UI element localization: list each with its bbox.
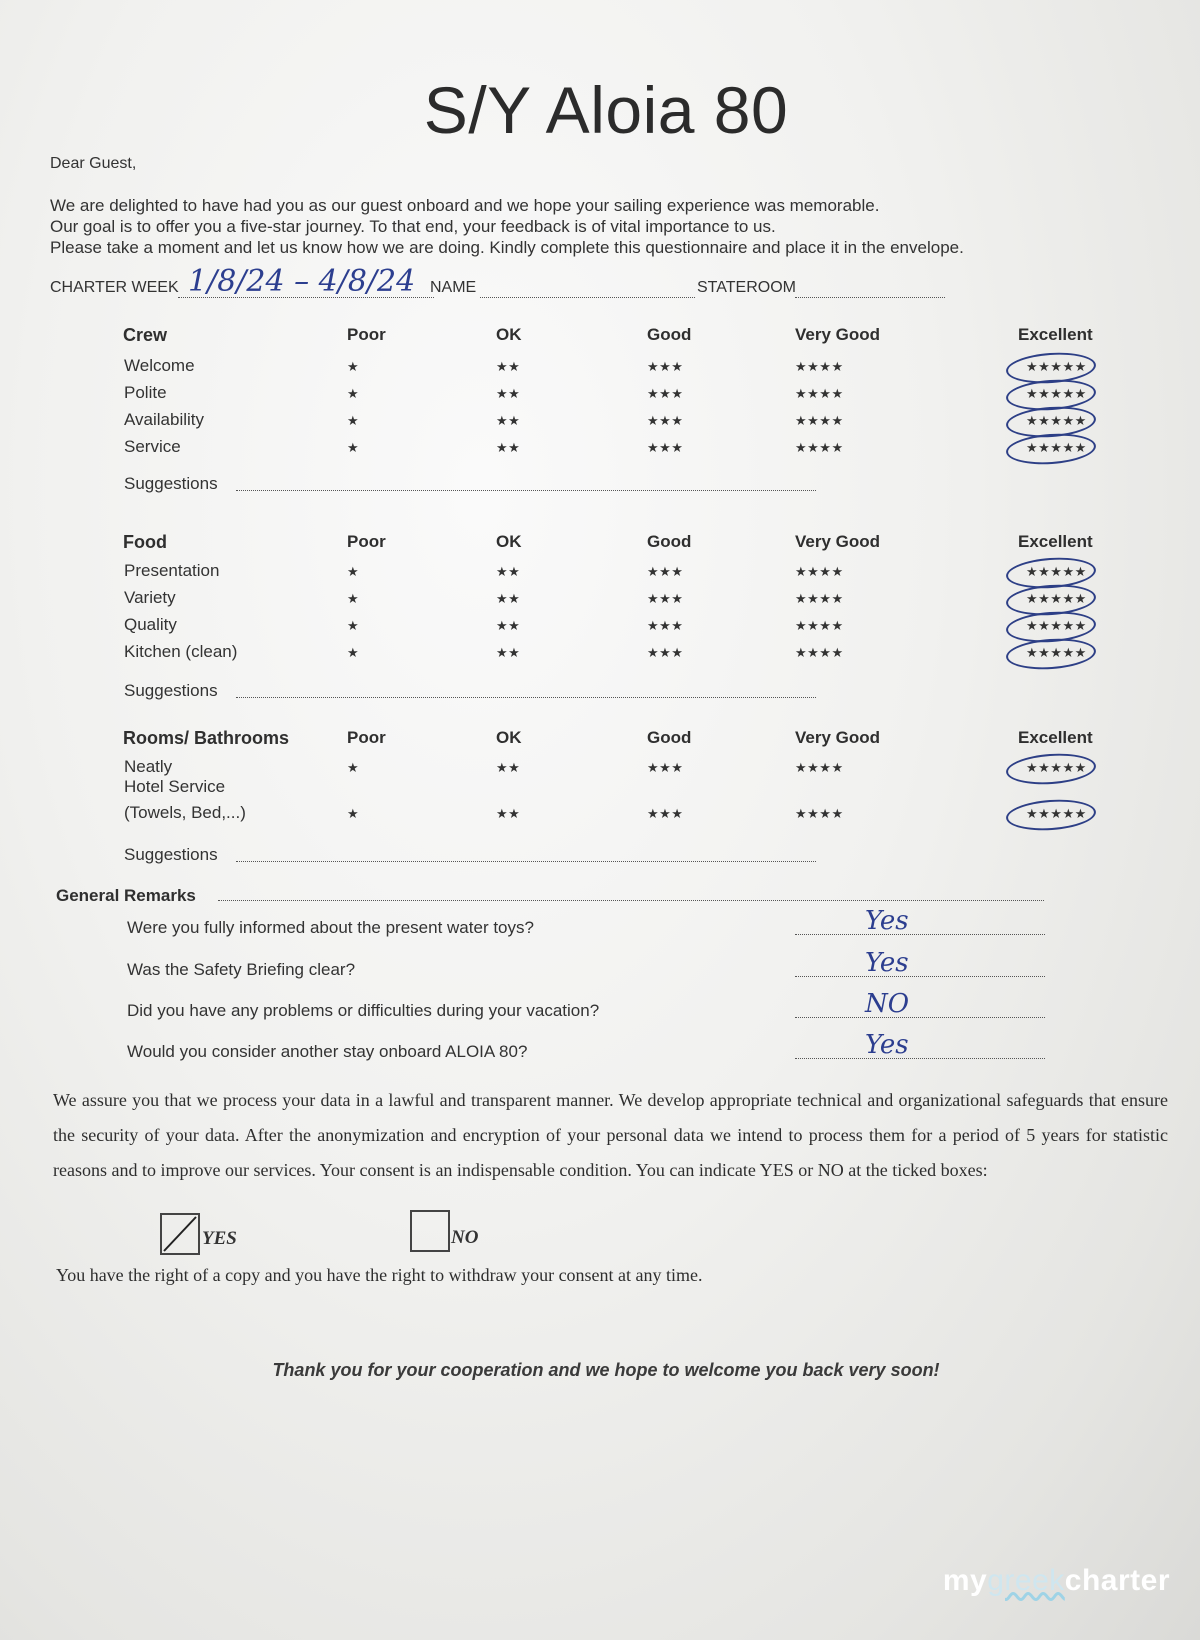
rating-option[interactable]: ★★★★★ [1026,564,1087,579]
column-header: Poor [347,532,386,551]
column-header: OK [496,728,522,747]
handwritten-answer: Yes [865,1030,909,1060]
rating-option[interactable]: ★ [347,564,360,579]
rating-item-label: Kitchen (clean) [124,642,238,661]
column-header: Good [647,325,692,344]
suggestions-field[interactable] [236,490,816,491]
logo-part: greek [987,1564,1065,1597]
column-header: Excellent [1018,325,1093,344]
rating-item-label: Availability [124,410,205,429]
suggestions-label: Suggestions [124,474,218,493]
general-remarks-label: General Remarks [56,886,196,905]
answer-line[interactable] [795,934,1045,935]
answer-line[interactable] [795,976,1045,977]
answer-line[interactable] [795,1017,1045,1018]
consent-no-checkbox[interactable] [410,1210,450,1252]
rating-option[interactable]: ★★★ [647,386,684,401]
stateroom-label: STATEROOM [697,279,796,296]
rating-item-label: Presentation [124,561,220,580]
rating-option[interactable]: ★ [347,359,360,374]
rating-item-label: Service [124,437,181,456]
rating-option[interactable]: ★★★★★ [1026,386,1087,401]
suggestions-label: Suggestions [124,681,218,700]
rating-option[interactable]: ★★★★ [795,760,844,775]
rating-item-label: Welcome [124,356,195,375]
consent-yes-checkbox[interactable] [160,1213,200,1255]
rating-option[interactable]: ★★★★★ [1026,618,1087,633]
rating-option[interactable]: ★★ [496,806,521,821]
rating-option[interactable]: ★★★★ [795,591,844,606]
column-header: Very Good [795,532,881,551]
rating-option[interactable]: ★★★ [647,413,684,428]
intro-paragraph [50,195,1150,258]
rating-item-label: Quality [124,615,177,634]
stateroom-field[interactable] [795,297,945,298]
rating-option[interactable]: ★★★★ [795,440,844,455]
column-header: Poor [347,728,386,747]
rating-option[interactable]: ★★ [496,440,521,455]
rating-option[interactable]: ★★ [496,618,521,633]
rating-option[interactable]: ★★ [496,591,521,606]
suggestions-label: Suggestions [124,845,218,864]
rating-item-label: Variety [124,588,176,607]
rating-option[interactable]: ★ [347,591,360,606]
column-header: Good [647,728,692,747]
rating-option[interactable]: ★★★ [647,359,684,374]
checkmark-icon [162,1215,198,1253]
logo-part: my [942,1564,988,1597]
rating-option[interactable]: ★★★ [647,806,684,821]
rating-option[interactable]: ★ [347,645,360,660]
rating-option[interactable]: ★★★ [647,618,684,633]
selected-circle-mark [1005,431,1097,467]
rating-item-label: Polite [124,383,167,402]
column-header: OK [496,532,522,551]
rating-option[interactable]: ★★★ [647,564,684,579]
handwritten-answer: NO [865,989,910,1019]
rating-option[interactable]: ★★ [496,564,521,579]
intro-line: Please take a moment and let us know how we are doing. Kindly complete this questionnaire and place it in the envelope. [50,238,964,257]
column-header: OK [496,325,522,344]
rating-option[interactable]: ★★★★★ [1026,806,1087,821]
rating-item-label: Hotel Service [124,777,226,796]
rating-option[interactable]: ★ [347,760,360,775]
rating-option[interactable]: ★ [347,413,360,428]
rating-option[interactable]: ★★★★ [795,806,844,821]
rating-option[interactable]: ★★ [496,760,521,775]
handwritten-answer: Yes [865,948,909,978]
rating-option[interactable]: ★★ [496,645,521,660]
rating-option[interactable]: ★ [347,618,360,633]
name-label: NAME [430,279,477,296]
consent-no-label: NO [451,1227,479,1248]
column-header: Good [647,532,692,551]
form-title: S/Y Aloia 80 [423,73,789,147]
intro-line: Our goal is to offer you a five-star journey. To that end, your feedback is of vital importance to us. [50,217,776,236]
intro-line: We are delighted to have had you as our guest onboard and we hope your sailing experience was memorable. [50,196,880,215]
general-remarks-line[interactable] [218,900,1044,901]
rating-option[interactable]: ★★★ [647,645,684,660]
charter-info-row [50,264,950,304]
rating-option[interactable]: ★★★★ [795,359,844,374]
rating-option[interactable]: ★ [347,440,360,455]
column-header: Excellent [1018,728,1093,747]
rights-text: You have the right of a copy and you have the right to withdraw your consent at any time. [56,1265,703,1285]
rating-option[interactable]: ★★★★★ [1026,760,1087,775]
rating-option[interactable]: ★★★ [647,760,684,775]
rating-option[interactable]: ★★★★ [795,564,844,579]
rating-option[interactable]: ★★★★★ [1026,359,1087,374]
column-header: Very Good [795,325,881,344]
rating-option[interactable]: ★★★★★ [1026,591,1087,606]
rating-option[interactable]: ★★ [496,359,521,374]
charter-week-label: CHARTER WEEK [50,279,179,296]
rating-option[interactable]: ★★★★★ [1026,413,1087,428]
rating-option[interactable]: ★ [347,386,360,401]
rating-option[interactable]: ★★★★ [795,413,844,428]
suggestions-field[interactable] [236,861,816,862]
consent-yes-label: YES [202,1228,237,1249]
suggestions-field[interactable] [236,697,816,698]
selected-circle-mark [1005,797,1097,833]
rating-option[interactable]: ★★★ [647,440,684,455]
rating-item-label: (Towels, Bed,...) [124,803,246,822]
general-question: Was the Safety Briefing clear? [127,960,356,979]
rating-option[interactable]: ★★★ [647,591,684,606]
selected-circle-mark [1005,636,1097,672]
section-title: Rooms/ Bathrooms [123,728,290,748]
rating-option[interactable]: ★★★★ [795,386,844,401]
thank-you-text: Thank you for your cooperation and we hope to welcome you back very soon! [272,1360,940,1380]
general-question: Did you have any problems or difficulties during your vacation? [127,1001,600,1020]
rating-option[interactable]: ★★ [496,386,521,401]
rating-option[interactable]: ★ [347,806,360,821]
rating-option[interactable]: ★★★★ [795,618,844,633]
charter-week-value[interactable]: 1/8/24 – 4/8/24 [188,264,416,299]
general-question: Would you consider another stay onboard ALOIA 80? [127,1042,528,1061]
rating-option[interactable]: ★★★★ [795,645,844,660]
rating-option[interactable]: ★★★★★ [1026,440,1087,455]
logo-part: charter [1064,1564,1170,1597]
handwritten-answer: Yes [865,906,909,936]
general-question: Were you fully informed about the present water toys? [127,918,534,937]
greeting: Dear Guest, [50,155,137,172]
column-header: Poor [347,325,386,344]
name-field[interactable] [480,297,695,298]
selected-circle-mark [1005,751,1097,787]
section-title: Food [123,532,167,552]
consent-text: We assure you that we process your data in a lawful and transparent manner. We develop appropriate technical and organizational safeguards that ensure the security of your data. After the anonymization and encryption of your personal data we intend to process them for a period of 5 years for statistic reasons and to improve our services. Your consent is an indispensable condition. You can indicate YES or NO at the ticked boxes: [53,1090,1168,1180]
watermark-logo [943,1564,1170,1598]
column-header: Very Good [795,728,881,747]
rating-item-label: Neatly [124,757,173,776]
rating-option[interactable]: ★★★★★ [1026,645,1087,660]
section-title: Crew [123,325,168,345]
rating-option[interactable]: ★★ [496,413,521,428]
answer-line[interactable] [795,1058,1045,1059]
column-header: Excellent [1018,532,1093,551]
